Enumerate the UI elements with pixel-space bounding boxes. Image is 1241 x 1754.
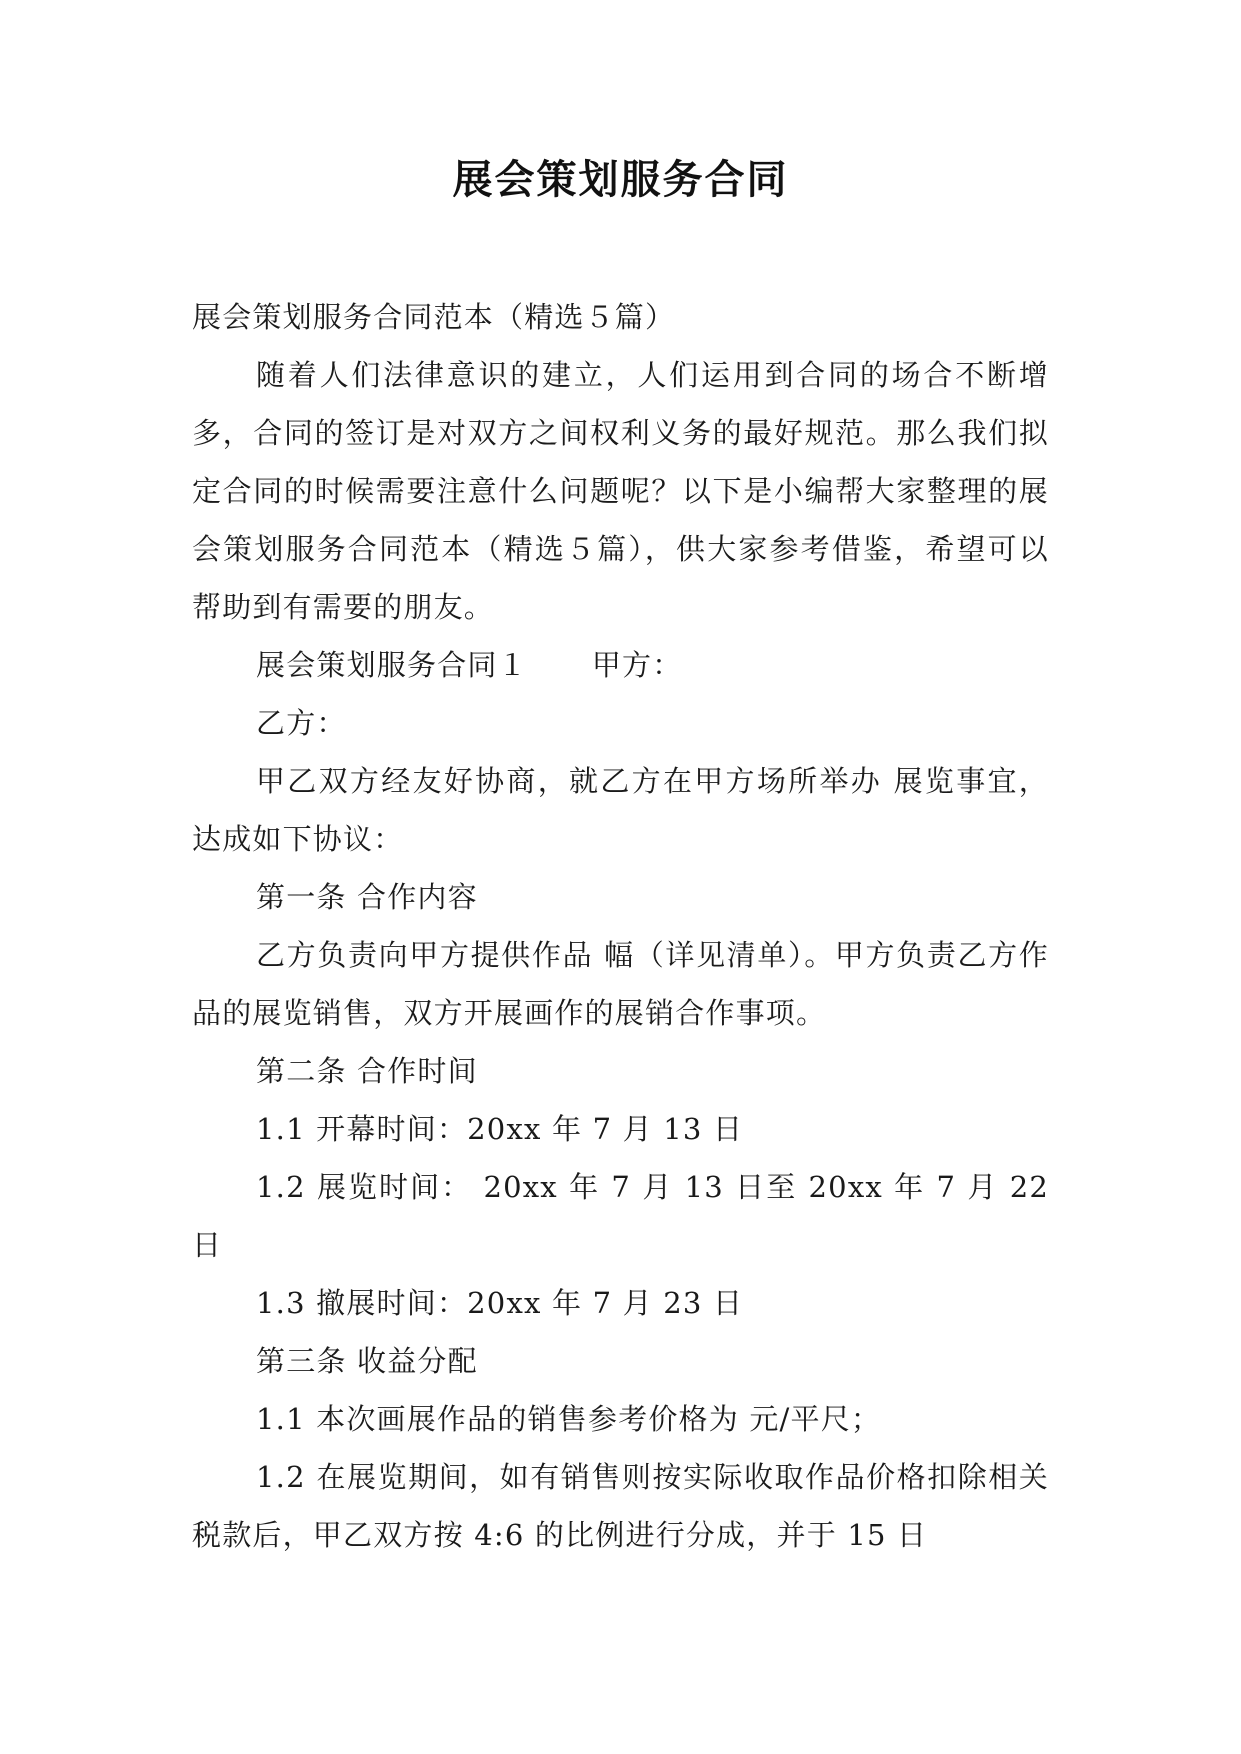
contract-heading-paragraph: [192, 636, 1049, 694]
subtitle-paragraph: 展会策划服务合同范本（精选５篇）: [192, 300, 676, 334]
party-a-label: 甲方：: [591, 648, 683, 682]
opening-time-clause: 1.1 开幕时间：20xx 年 7 月 13 日: [256, 1112, 744, 1146]
article-1-heading: 第一条 合作内容: [256, 880, 478, 914]
document-body: [192, 288, 1049, 1564]
article-3-heading: 第三条 收益分配: [256, 1344, 478, 1378]
agreement-paragraph: 甲乙双方经友好协商，就乙方在甲方场所举办 展览事宜，达成如下协议：: [192, 764, 1049, 856]
contract-heading: 展会策划服务合同１: [256, 648, 528, 682]
price-clause: 1.1 本次画展作品的销售参考价格为 元/平尺；: [256, 1402, 882, 1436]
removal-time-clause: 1.3 撤展时间：20xx 年 7 月 23 日: [256, 1286, 744, 1320]
document-title: 展会策划服务合同: [452, 157, 789, 203]
intro-paragraph: 随着人们法律意识的建立，人们运用到合同的场合不断增多，合同的签订是对双方之间权利义务的最好规范。那么我们拟定合同的时候需要注意什么问题呢？以下是小编帮大家整理的展会策划服务合同范本（精选５篇），供大家参考借鉴，希望可以帮助到有需要的朋友。: [192, 358, 1049, 624]
party-b-label: 乙方：: [256, 706, 347, 740]
article-1-content: 乙方负责向甲方提供作品 幅（详见清单）。甲方负责乙方作品的展览销售，双方开展画作的展销合作事项。: [192, 938, 1049, 1030]
exhibition-time-clause: 1.2 展览时间： 20xx 年 7 月 13 日至 20xx 年 7 月 22 日: [192, 1170, 1049, 1262]
revenue-share-clause: 1.2 在展览期间，如有销售则按实际收取作品价格扣除相关税款后，甲乙双方按 4:6 的比例进行分成，并于 15 日: [192, 1460, 1049, 1552]
article-2-heading: 第二条 合作时间: [256, 1054, 478, 1088]
